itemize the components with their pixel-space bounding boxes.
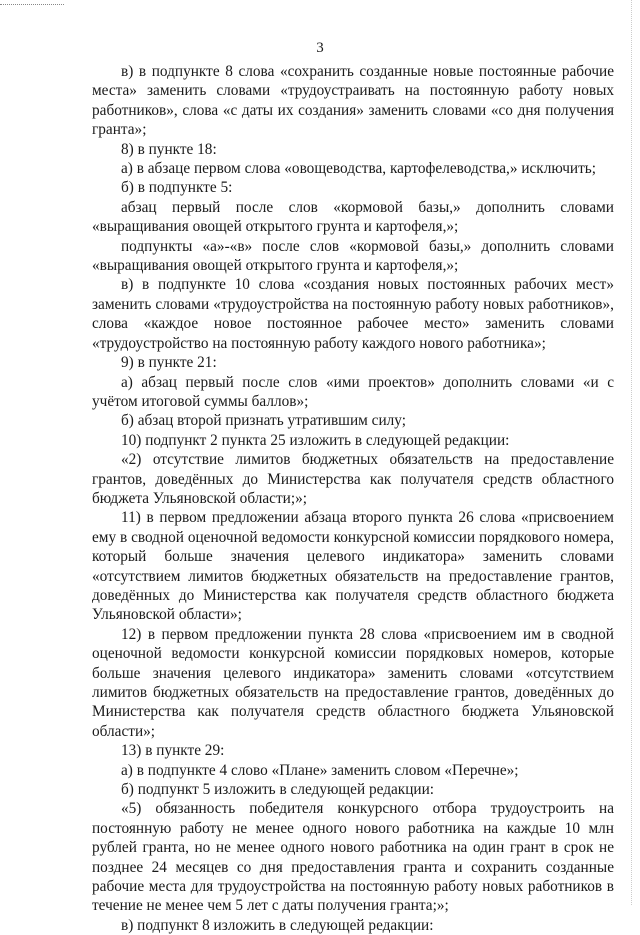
paragraph: а) в абзаце первом слова «овощеводства, картофелеводства,» исключить; xyxy=(121,160,597,178)
page-number: 3 xyxy=(316,40,324,56)
paragraph: абзац первый после слов «кормовой базы,» дополнить словами «выращивания овощей открытого грунта и картофеля,»; xyxy=(92,198,614,236)
paragraph: а) абзац первый после слов «ими проектов» дополнить словами «и с учётом итоговой суммы баллов»; xyxy=(92,373,614,410)
scan-edge-mark xyxy=(631,0,632,905)
paragraph: «2) отсутствие лимитов бюджетных обязательств на предоставление грантов, доведённых до Министерства как получателя средств областного бюджета Ульяновской области;»; xyxy=(92,451,614,507)
paragraph: 8) в пункте 18: xyxy=(121,140,217,158)
paragraph: 9) в пункте 21: xyxy=(121,354,217,372)
paragraph: б) абзац второй признать утратившим силу; xyxy=(121,412,406,430)
paragraph: а) в подпункте 4 слово «Плане» заменить словом «Перечне»; xyxy=(121,761,519,779)
paragraph: подпункты «а»-«в» после слов «кормовой базы,» дополнить словами «выращивания овощей открытого грунта и картофеля,»; xyxy=(92,237,614,275)
paragraph: 13) в пункте 29: xyxy=(121,742,225,760)
paragraph: б) подпункт 5 изложить в следующей редакции: xyxy=(121,781,435,799)
paragraph: «5) обязанность победителя конкурсного отбора трудоустроить на постоянную работу не менее одного нового работника на каждые 10 млн рублей гранта, но не менее одного нового работника на один грант в срок не позднее 24 месяцев со дня предоставления гранта и сохранить созданные рабочие места для трудоустройства на постоянную работу новых работников в течение не менее чем 5 лет с даты получения гранта;»; xyxy=(92,800,614,915)
paragraph: 12) в первом предложении пункта 28 слова «присвоением им в сводной оценочной ведомости конкурсной комиссии порядковых номеров, которые больше значения целевого индикатора» заменить словами «отсутствием лимитов бюджетных обязательств на предоставление грантов, доведённых до Министерства как получателя средств областного бюджета Ульяновской области»; xyxy=(92,625,614,740)
paragraph: в) в подпункте 10 слова «создания новых постоянных рабочих мест» заменить словами «трудоустройства на постоянную работу новых работников», слова «каждое новое постоянное рабочее место» заменить словами «трудоустройство на постоянную работу каждого нового работника»; xyxy=(92,276,614,352)
paragraph: б) в подпункте 5: xyxy=(121,179,233,197)
paragraph: в) подпункт 8 изложить в следующей редакции: xyxy=(121,916,434,934)
document-body xyxy=(92,62,614,935)
paragraph: 11) в первом предложении абзаца второго пункта 26 слова «присвоением ему в сводной оценочной ведомости конкурсной комиссии порядкового номера, который больше значения целевого индикатора» заменить словами «отсутствием лимитов бюджетных обязательств на предоставление грантов, доведённых до Министерства как получателя средств областного бюджета Ульяновской области»; xyxy=(92,509,614,624)
paragraph: 10) подпункт 2 пункта 25 изложить в следующей редакции: xyxy=(121,431,510,449)
scan-corner-mark xyxy=(0,4,64,5)
paragraph: в) в подпункте 8 слова «сохранить созданные новые постоянные рабочие места» заменить словами «трудоустраивать на постоянную работу новых работников», слова «с даты их создания» заменить словами «со дня получения гранта»; xyxy=(92,63,614,139)
